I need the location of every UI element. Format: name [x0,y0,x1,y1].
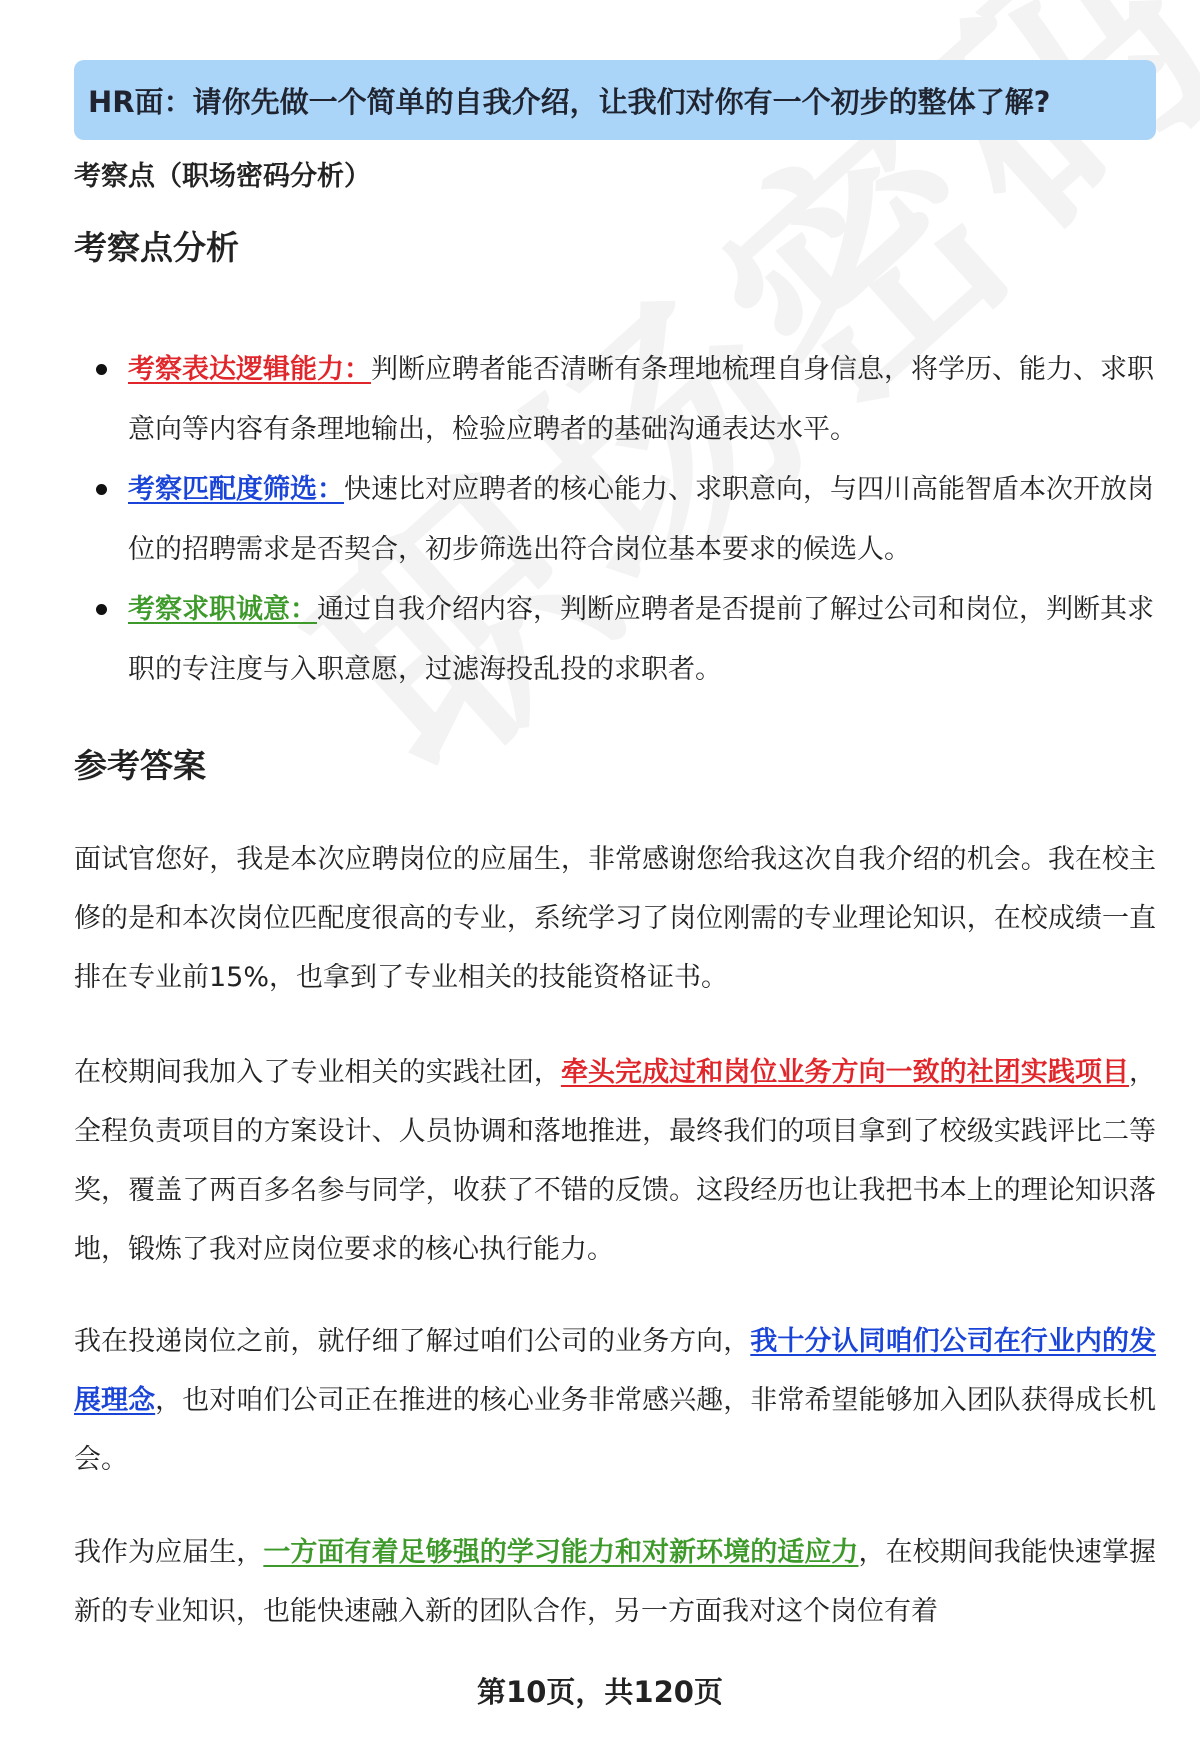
question-text: HR面：请你先做一个简单的自我介绍，让我们对你有一个初步的整体了解? [88,84,1051,119]
list-item [74,580,1154,700]
section-title-answer: 参考答案 [74,746,206,785]
answer-text: 面试官您好，我是本次应聘岗位的应届生，非常感谢您给我这次自我介绍的机会。我在校主修的是和本次岗位匹配度很高的专业，系统学习了岗位刚需的专业理论知识，在校成绩一直排在专业前15%，也拿到了专业相关的技能资格证书。 [74,844,1156,993]
keyword-logic: 考察表达逻辑能力： [128,354,371,385]
section-title-analysis: 考察点分析 [74,228,239,267]
item-text: 判断应聘者能否清晰有条理地梳理自身信息，将学历、能力、求职意向等内容有条理地输出，检验应聘者的基础沟通表达水平。 [128,354,1154,445]
item-text: 快速比对应聘者的核心能力、求职意向，与四川高能智盾本次开放岗位的招聘需求是否契合，初步筛选出符合岗位基本要求的候选人。 [128,474,1154,565]
page-number: 第10页，共120页 [477,1675,723,1709]
list-item [74,340,1154,460]
answer-text: ，也对咱们公司正在推进的核心业务非常感兴趣，非常希望能够加入团队获得成长机会。 [74,1385,1157,1475]
answer-paragraph-2 [74,1043,1156,1279]
highlight-company: 我十分认同咱们公司在行业内的发展理念 [74,1326,1156,1416]
question-banner [74,60,1156,140]
bullet-dot [96,484,107,495]
item-text: 通过自我介绍内容，判断应聘者是否提前了解过公司和岗位，判断其求职的专注度与入职意愿，过滤海投乱投的求职者。 [128,594,1154,685]
answer-text: ，在校期间我能快速掌握新的专业知识，也能快速融入新的团队合作，另一方面我对这个岗位有着 [74,1537,1157,1627]
keyword-sincerity: 考察求职诚意： [128,594,317,625]
bullet-dot [96,604,107,615]
list-item [74,460,1154,580]
answer-text: 我作为应届生， [74,1537,264,1568]
highlight-learning: 一方面有着足够强的学习能力和对新环境的适应力 [263,1537,859,1568]
answer-text: 我在投递岗位之前，就仔细了解过咱们公司的业务方向， [74,1326,751,1357]
answer-text: ，全程负责项目的方案设计、人员协调和落地推进，最终我们的项目拿到了校级实践评比二等奖，覆盖了两百多名参与同学，收获了不错的反馈。这段经历也让我把书本上的理论知识落地，锻炼了我对应岗位要求的核心执行能力。 [74,1057,1157,1265]
highlight-project: 牵头完成过和岗位业务方向一致的社团实践项目 [560,1057,1130,1088]
subtitle: 考察点（职场密码分析） [74,161,371,192]
answer-paragraph-4 [74,1523,1156,1641]
analysis-list [74,340,1154,700]
bullet-dot [96,364,107,375]
answer-paragraph-1 [74,830,1156,1007]
answer-paragraph-3 [74,1312,1156,1489]
answer-text: 在校期间我加入了专业相关的实践社团， [74,1057,561,1088]
keyword-match: 考察匹配度筛选： [128,474,344,505]
